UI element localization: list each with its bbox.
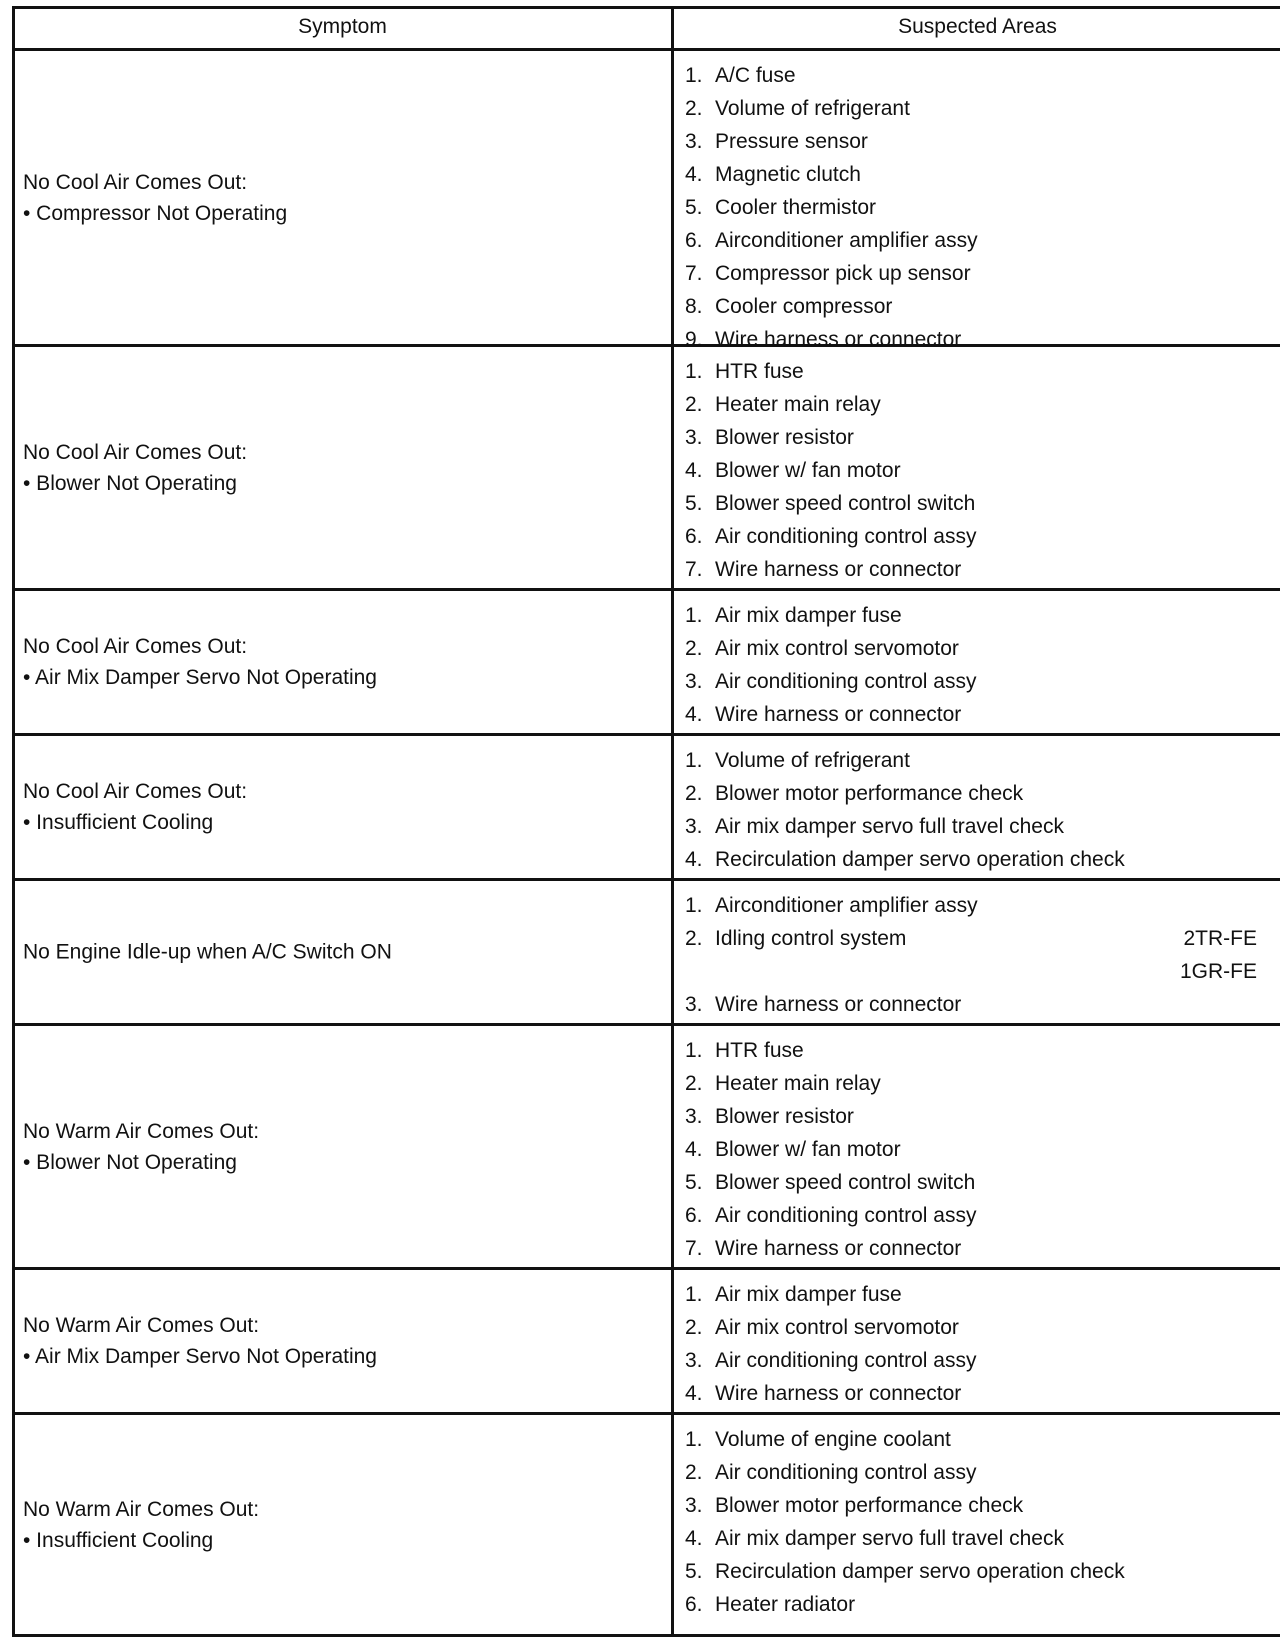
symptom-condition: • Insufficient Cooling [23,1528,214,1552]
troubleshooting-table [12,6,1280,1637]
item-number: 7. [685,558,703,581]
list-item [685,810,1265,843]
list-item [685,520,1265,553]
symptom-cell [23,937,653,968]
table-row [12,1026,1280,1270]
item-number: 6. [685,525,703,548]
list-item [685,1133,1265,1166]
suspected-areas-list [685,1423,1265,1621]
item-text: Airconditioner amplifier assy [715,894,978,917]
symptom-text: No Engine Idle-up when A/C Switch ON [23,940,392,964]
list-item [685,224,1265,257]
symptom-condition: • Compressor Not Operating [23,201,288,225]
item-number: 1. [685,64,703,87]
symptom-cell [23,1494,653,1556]
list-item [685,158,1265,191]
list-item [685,843,1265,876]
symptom-cell [23,631,653,693]
item-text: Wire harness or connector [715,1382,962,1405]
item-number: 1. [685,1428,703,1451]
list-item [685,1278,1265,1311]
list-item [685,1456,1265,1489]
list-item [685,92,1265,125]
item-number: 3. [685,670,703,693]
list-item [685,889,1265,922]
table-border-bottom [12,1634,1280,1637]
item-text: Air mix control servomotor [715,637,959,660]
item-text: Air mix damper fuse [715,604,902,627]
item-number: 7. [685,1237,703,1260]
item-number: 7. [685,262,703,285]
item-text: Heater radiator [715,1593,856,1616]
item-number: 2. [685,1316,703,1339]
list-item [685,1034,1265,1067]
list-item [685,1100,1265,1133]
list-item [685,1588,1265,1621]
list-item [685,632,1265,665]
symptom-text: No Cool Air Comes Out: [23,440,248,464]
item-number: 4. [685,459,703,482]
list-item [685,599,1265,632]
symptom-condition: • Air Mix Damper Servo Not Operating [23,666,377,689]
item-text: Wire harness or connector [715,328,962,351]
list-item [685,59,1265,92]
symptom-cell [23,1116,653,1178]
item-number: 8. [685,295,703,318]
item-text: Wire harness or connector [715,1237,962,1260]
suspected-areas-list [685,599,1265,731]
item-text: Blower w/ fan motor [715,459,901,482]
table-row [12,881,1280,1026]
list-item [685,487,1265,520]
item-text: Recirculation damper servo operation check [715,1560,1125,1583]
item-text: Blower resistor [715,426,854,449]
table-row [12,591,1280,736]
item-number: 6. [685,1593,703,1616]
list-item [685,922,1265,955]
item-number: 4. [685,1382,703,1405]
item-number: 2. [685,1072,703,1095]
item-text: Air conditioning control assy [715,670,977,693]
item-text: Volume of refrigerant [715,97,910,120]
item-number: 2. [685,1461,703,1484]
item-number: 3. [685,993,703,1016]
item-number: 5. [685,196,703,219]
list-item [685,1489,1265,1522]
item-text: Blower speed control switch [715,492,976,515]
list-item [685,290,1265,323]
item-text: Wire harness or connector [715,993,962,1016]
item-text: Pressure sensor [715,130,868,153]
item-text: Blower speed control switch [715,1171,976,1194]
list-item [685,665,1265,698]
item-number: 1. [685,1283,703,1306]
item-number: 5. [685,492,703,515]
item-text: Air mix control servomotor [715,1316,959,1339]
item-number: 3. [685,426,703,449]
item-text: Blower resistor [715,1105,854,1128]
item-text: Idling control system [715,927,907,950]
item-number: 2. [685,637,703,660]
item-text: A/C fuse [715,64,796,87]
list-item [685,988,1265,1021]
list-item [685,1199,1265,1232]
list-item [685,1311,1265,1344]
item-text: Wire harness or connector [715,558,962,581]
item-number: 5. [685,1171,703,1194]
table-row [12,1415,1280,1634]
list-item [685,355,1265,388]
list-item [685,388,1265,421]
item-number: 4. [685,703,703,726]
item-text: HTR fuse [715,1039,804,1062]
item-number: 2. [685,97,703,120]
item-number: 6. [685,229,703,252]
item-text: Cooler compressor [715,295,893,318]
suspected-areas-list [685,1278,1265,1410]
table-row [12,347,1280,591]
item-text: Compressor pick up sensor [715,262,971,285]
suspected-areas-list [685,59,1265,356]
item-text: Wire harness or connector [715,703,962,726]
symptom-condition: • Blower Not Operating [23,471,237,495]
item-number: 1. [685,604,703,627]
table-row [12,1270,1280,1415]
item-text: Blower w/ fan motor [715,1138,901,1161]
engine-note: 1GR-FE [1179,960,1257,983]
list-item [685,1423,1265,1456]
item-number: 2. [685,927,703,950]
item-text: HTR fuse [715,360,804,383]
item-number: 4. [685,1138,703,1161]
list-item [685,191,1265,224]
list-item [685,257,1265,290]
item-number: 5. [685,1560,703,1583]
item-number: 3. [685,130,703,153]
item-text: Airconditioner amplifier assy [715,229,978,252]
item-number: 9. [685,328,703,351]
item-text: Recirculation damper servo operation check [715,848,1125,871]
symptom-condition: • Blower Not Operating [23,1150,237,1174]
item-number: 4. [685,1527,703,1550]
symptom-cell [23,437,653,499]
item-text: Air conditioning control assy [715,525,977,548]
item-text: Air mix damper servo full travel check [715,815,1064,838]
symptom-text: No Warm Air Comes Out: [23,1119,260,1143]
item-number: 1. [685,1039,703,1062]
item-number: 2. [685,782,703,805]
symptom-text: No Warm Air Comes Out: [23,1497,260,1521]
item-number: 3. [685,815,703,838]
item-number: 1. [685,749,703,772]
list-item [685,421,1265,454]
list-item [685,1166,1265,1199]
symptom-condition: • Air Mix Damper Servo Not Operating [23,1345,377,1368]
item-text: Blower motor performance check [715,1494,1024,1517]
item-number: 1. [685,894,703,917]
item-number: 1. [685,360,703,383]
list-item [685,777,1265,810]
suspected-areas-list [685,889,1265,1021]
suspected-areas-column-header: Suspected Areas [673,6,1280,51]
item-text: Cooler thermistor [715,196,877,219]
list-item [685,744,1265,777]
suspected-areas-list [685,355,1265,586]
symptom-text: No Warm Air Comes Out: [23,1314,260,1337]
list-item [685,553,1265,586]
item-text: Air mix damper fuse [715,1283,902,1306]
item-text: Air conditioning control assy [715,1204,977,1227]
list-item [685,698,1265,731]
item-text: Air conditioning control assy [715,1349,977,1372]
item-number: 3. [685,1494,703,1517]
item-text: Magnetic clutch [715,163,861,186]
item-text: Air conditioning control assy [715,1461,977,1484]
item-text: Volume of engine coolant [715,1428,951,1451]
engine-note: 2TR-FE [1183,927,1257,950]
symptom-cell [23,167,653,229]
list-item [685,1555,1265,1588]
symptom-text: No Cool Air Comes Out: [23,170,248,194]
symptom-cell [23,776,653,838]
item-number: 3. [685,1105,703,1128]
symptom-text: No Cool Air Comes Out: [23,635,248,658]
item-number: 3. [685,1349,703,1372]
list-item [685,1377,1265,1410]
list-item [685,125,1265,158]
item-number: 4. [685,848,703,871]
item-number: 6. [685,1204,703,1227]
item-number: 4. [685,163,703,186]
item-text: Heater main relay [715,393,881,416]
suspected-areas-list [685,1034,1265,1265]
table-row [12,51,1280,351]
symptom-text: No Cool Air Comes Out: [23,780,248,803]
list-item [685,1522,1265,1555]
symptom-condition: • Insufficient Cooling [23,811,214,834]
item-number: 2. [685,393,703,416]
suspected-areas-list [685,744,1265,876]
list-item [685,1067,1265,1100]
symptom-column-header: Symptom [12,6,673,51]
symptom-cell [23,1310,653,1372]
list-item [685,1344,1265,1377]
list-item [685,454,1265,487]
item-text: Blower motor performance check [715,782,1024,805]
item-text: Air mix damper servo full travel check [715,1527,1064,1550]
item-text: Volume of refrigerant [715,749,910,772]
table-row [12,736,1280,881]
list-item [685,1232,1265,1265]
item-text: Heater main relay [715,1072,881,1095]
